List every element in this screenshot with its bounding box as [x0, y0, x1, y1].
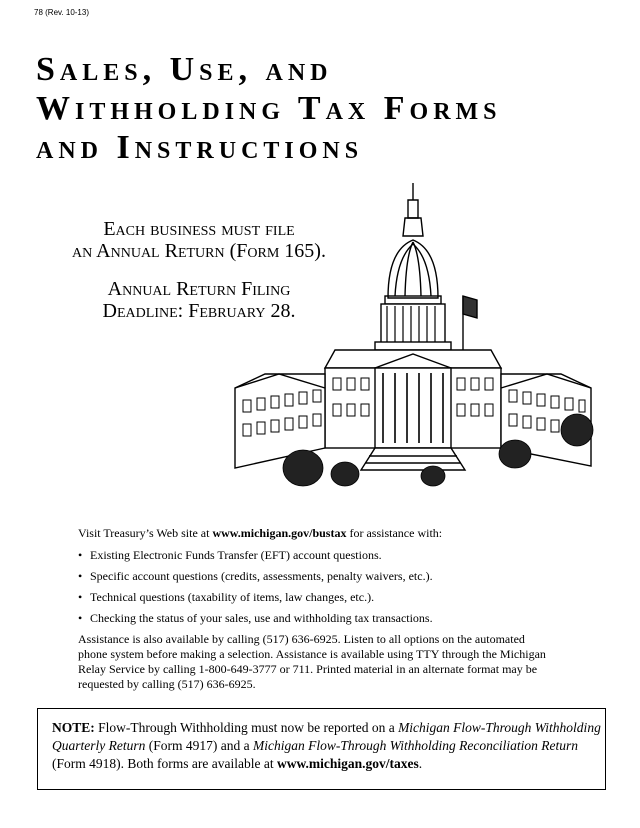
note-text: (Form 4917) and a	[145, 738, 253, 753]
capitol-building-illustration	[225, 178, 595, 498]
assistance-line: Relay Service by calling 1-800-649-3777 or 711. Printed material in an alternate format may be	[78, 662, 538, 676]
filing-requirement-line-1: Each business must file	[103, 218, 295, 240]
intro-prefix: Visit Treasury’s Web site at	[78, 526, 213, 540]
web-assistance-intro	[78, 526, 578, 541]
list-item	[78, 569, 578, 584]
assistance-topics-list	[78, 548, 578, 626]
bullet-icon: •	[78, 548, 83, 562]
bustax-link[interactable]: www.michigan.gov/bustax	[212, 526, 347, 540]
note-text: (Form 4918). Both forms are available at	[52, 756, 277, 771]
note-line-2	[52, 737, 595, 755]
phone-assistance-paragraph	[78, 632, 578, 692]
assistance-line: Assistance is also available by calling (517) 636-6925. Listen to all options on the automated	[78, 632, 525, 646]
page-title	[36, 50, 502, 167]
list-item	[78, 548, 578, 563]
title-line-1: Sales, Use, and	[36, 51, 333, 88]
form-4917-title: Michigan Flow-Through Withholding	[398, 720, 601, 735]
flow-through-note	[37, 708, 606, 790]
note-label: NOTE:	[52, 720, 95, 735]
title-line-3: and Instructions	[36, 129, 364, 166]
taxes-link[interactable]: www.michigan.gov/taxes	[276, 756, 419, 771]
note-line-1	[52, 719, 601, 737]
form-number: 78 (Rev. 10-13)	[34, 8, 89, 17]
list-item-text: Checking the status of your sales, use and withholding tax transactions.	[90, 611, 433, 625]
title-line-2: Withholding Tax Forms	[36, 90, 502, 127]
list-item	[78, 611, 578, 626]
list-item	[78, 590, 578, 605]
list-item-text: Existing Electronic Funds Transfer (EFT) account questions.	[90, 548, 382, 562]
bullet-icon: •	[78, 590, 83, 604]
bullet-icon: •	[78, 611, 83, 625]
intro-suffix: for assistance with:	[346, 526, 443, 540]
filing-requirement-line-2: an Annual Return (Form 165).	[72, 240, 326, 262]
note-text: Flow-Through Withholding must now be reported on a	[94, 720, 399, 735]
bullet-icon: •	[78, 569, 83, 583]
assistance-line: requested by calling (517) 636-6925.	[78, 677, 256, 691]
list-item-text: Technical questions (taxability of items, law changes, etc.).	[90, 590, 375, 604]
filing-deadline-line-2: Deadline: February 28.	[102, 300, 296, 322]
assistance-info	[78, 526, 578, 692]
note-line-3	[52, 755, 595, 773]
assistance-line: phone system before making a selection. Assistance is available using TTY through the Michigan	[78, 647, 546, 661]
list-item-text: Specific account questions (credits, assessments, penalty waivers, etc.).	[90, 569, 433, 583]
form-4917-title-cont: Quarterly Return	[52, 738, 146, 753]
note-end: .	[418, 756, 423, 771]
form-4918-title: Michigan Flow-Through Withholding Reconciliation Return	[252, 738, 578, 753]
filing-deadline-line-1: Annual Return Filing	[107, 278, 291, 300]
